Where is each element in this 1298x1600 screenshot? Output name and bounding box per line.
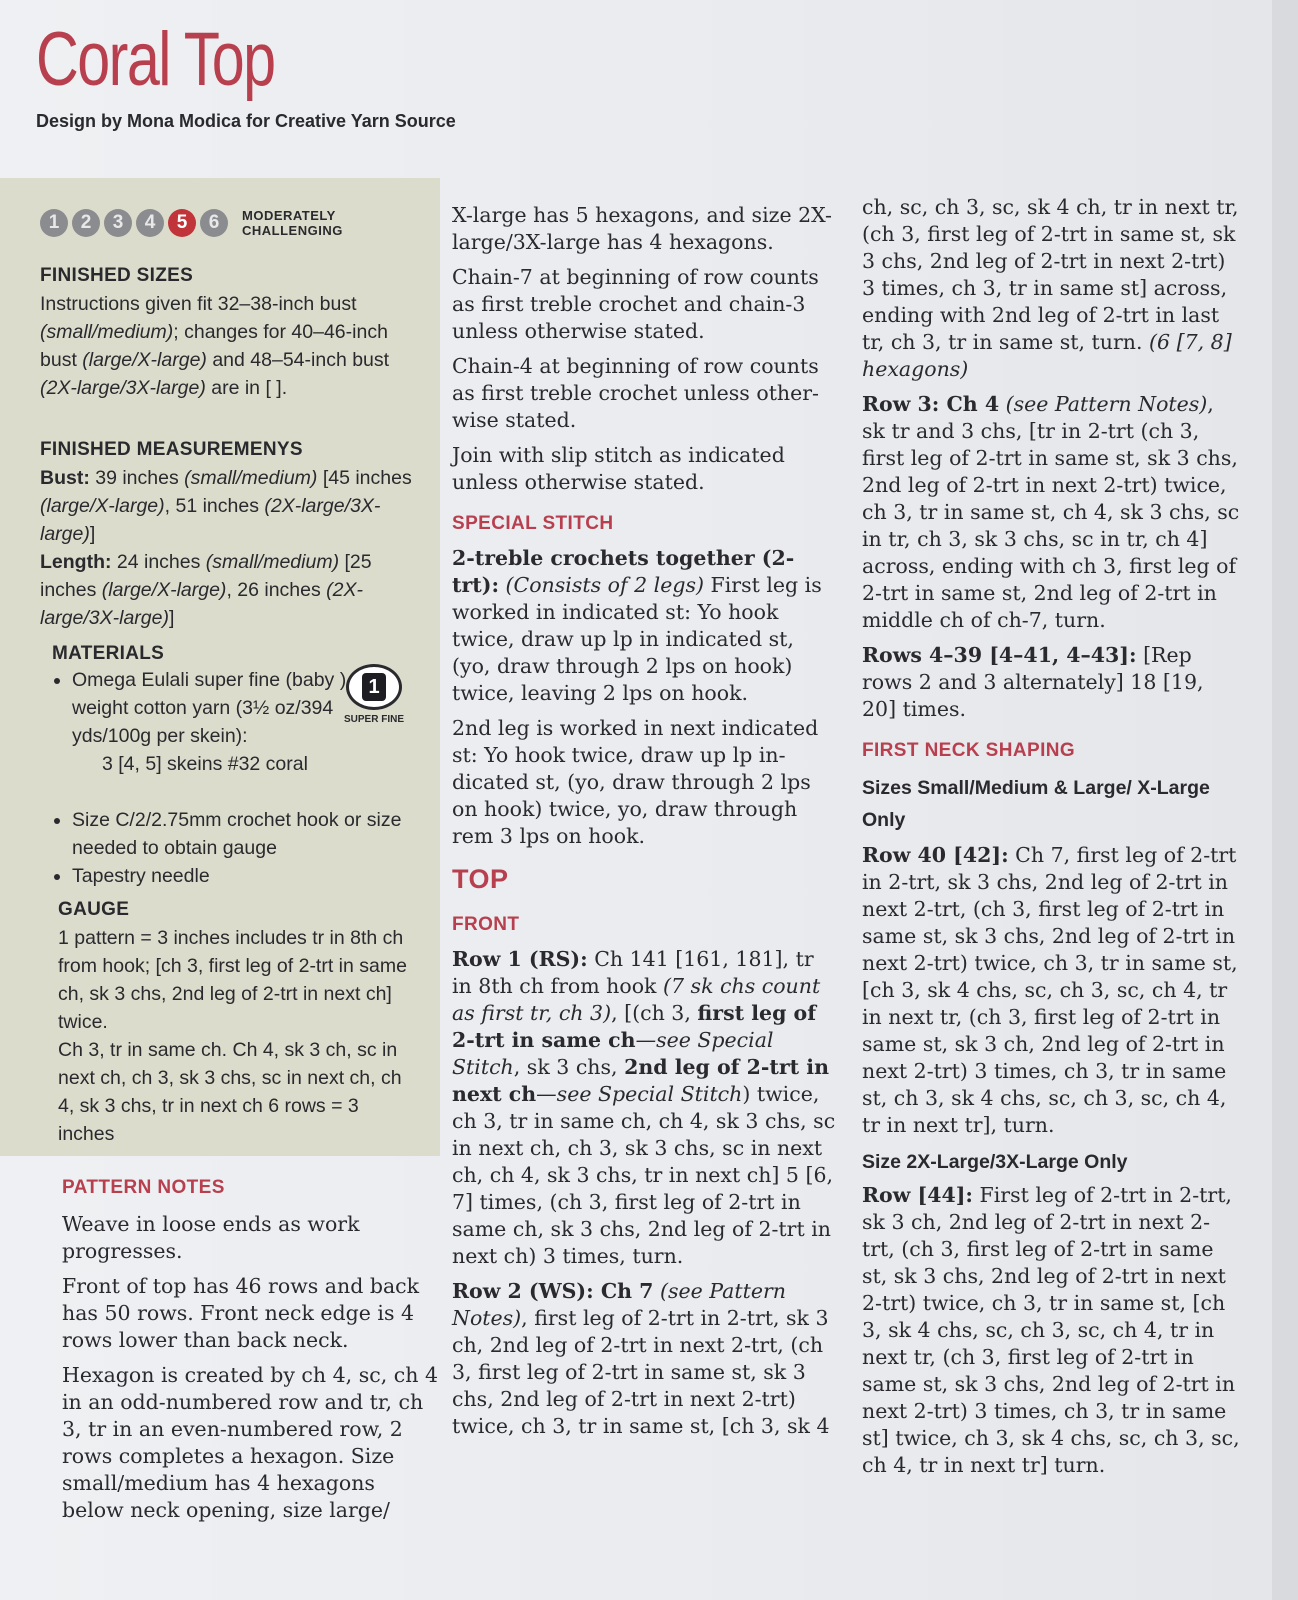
pattern-note-1: Weave in loose ends as work progresses. (62, 1212, 360, 1263)
bust-measurement: Bust: 39 inches (small/medium) [45 inches (large/X-large), 51 inches (2X-large/3X-large)] (40, 467, 412, 545)
front-heading: FRONT (452, 914, 520, 935)
skill-level-label: MODERATELY CHALLENGING (242, 208, 343, 238)
length-measurement: Length: 24 inches (small/medium) [25 inches (large/X-large), 26 inches (2X-large/3X-large)] (40, 551, 372, 629)
skill-dot-3: 3 (104, 209, 132, 237)
row-40-instructions: Row 40 [42]: Ch 7, first leg of 2-trt in 2-trt, sk 3 chs, 2nd leg of 2-trt in next 2-trt, (ch 3, first leg of 2-trt in same st, sk 3 chs, 2nd leg of 2-trt in next 2-trt) twice, ch 3, tr in same st, [ch 3, sk 4 chs, sc, ch 3, sc, ch 4, tr in next tr, (ch 3, first leg of 2-trt in same st, sk 3 ch, 2nd leg of 2-trt in next 2-trt) 3 times, ch 3, tr in same st, ch 3, sk 4 chs, sc, ch 3, sc, ch 4, tr in next tr], turn. (862, 843, 1238, 1137)
column-2 (452, 202, 836, 1448)
skill-dot-2: 2 (72, 209, 100, 237)
col2-paragraph-2: Chain-7 at beginning of row counts as first treble crochet and chain-3 unless otherwise stated. (452, 265, 819, 343)
size-2x-subheading: Size 2X-Large/3X-Large Only (862, 1151, 1128, 1173)
skill-dot-6: 6 (200, 209, 228, 237)
gauge-text-1: 1 pattern = 3 inches includes tr in 8th ch from hook; [ch 3, first leg of 2-trt in same ch, sk 3 chs, 2nd leg of 2-trt in next ch] twice. (58, 927, 407, 1033)
materials-list-2 (52, 806, 412, 890)
col2-paragraph-3: Chain-4 at beginning of row counts as first treble crochet unless other-wise stated. (452, 354, 819, 432)
skill-dot-4: 4 (136, 209, 164, 237)
materials-heading: MATERIALS (52, 643, 165, 664)
yarn-ball-icon: 1 (346, 664, 402, 710)
yarn-weight-symbol (342, 664, 406, 725)
sizes-small-large-subheading: Sizes Small/Medium & Large/ X-Large Only (862, 777, 1210, 831)
designer-byline: Design by Mona Modica for Creative Yarn Source (36, 111, 456, 131)
col2-paragraph-4: Join with slip stitch as indicated unless otherwise stated. (452, 443, 785, 494)
pattern-notes-heading: PATTERN NOTES (62, 1177, 225, 1198)
pattern-note-3: Hexagon is created by ch 4, sc, ch 4 in an odd-numbered row and tr, ch 3, tr in an even-numbered row, 2 rows completes a hexagon. Size small/medium has 4 hexagons below neck opening, size large/ (62, 1363, 438, 1522)
next-page-edge (1272, 0, 1298, 1600)
pattern-note-2: Front of top has 46 rows and back has 50 rows. Front neck edge is 4 rows lower than back neck. (62, 1274, 420, 1352)
materials-item-needle: • Tapestry needle (72, 862, 412, 890)
first-neck-shaping-heading: FIRST NECK SHAPING (862, 740, 1076, 761)
finished-measurements-section (40, 436, 420, 632)
pattern-notes-section (62, 1174, 442, 1532)
column-3 (862, 194, 1242, 1487)
row-1-instructions: Row 1 (RS): Ch 141 [161, 181], tr in 8th ch from hook (7 sk chs count as first tr, ch 3), [(ch 3, first leg of 2-trt in same ch—see Special Stitch, sk 3 chs, 2nd leg of 2-trt in next ch—see Special Stitch) twice, ch 3, tr in same ch, ch 4, sk 3 chs, sc in next ch, ch 3, sk 3 chs, sc in next ch, ch 4, sk 3 chs, tr in next ch] 5 [6, 7] times, (ch 3, first leg of 2-trt in same ch, sk 3 chs, 2nd leg of 2-trt in next ch) 3 times, turn. (452, 947, 836, 1268)
row-2-continued: ch, sc, ch 3, sc, sk 4 ch, tr in next tr, (ch 3, first leg of 2-trt in same st, sk 3 chs, 2nd leg of 2-trt in next 2-trt) 3 times, ch 3, tr in same st] across, ending with 2nd leg of 2-trt in last tr, ch 3, tr in same st, turn. (6 [7, 8] hexagons) (862, 195, 1239, 381)
special-stitch-definition: 2-treble crochets together (2-trt): (Consists of 2 legs) First leg is worked in indicated st: Yo hook twice, draw up lp in indicated st, (yo, draw through 2 lps on hook) twice, leaving 2 lps on hook. (452, 546, 822, 705)
finished-sizes-text: Instructions given fit 32–38-inch bust (small/medium); changes for 40–46-inch bust (large/X-large) and 48–54-inch bust (2X-large/3X-large) are in [ ]. (40, 293, 390, 399)
skill-dot-5-active: 5 (168, 209, 196, 237)
row-3-instructions: Row 3: Ch 4 (see Pattern Notes), sk tr and 3 chs, [tr in 2-trt (ch 3, first leg of 2-trt in same st, sk 3 chs, 2nd leg of 2-trt in next 2-trt) twice, ch 3, tr in same st, ch 4, sk 3 chs, sc in tr, ch 3, sk 3 chs, sc in tr, ch 4] across, ending with ch 3, first leg of 2-trt in same st, 2nd leg of 2-trt in middle ch of ch-7, turn. (862, 392, 1240, 632)
materials-item-yarn: • Omega Eulali super fine (baby ) weight cotton yarn (3½ oz/394 yds/100g per skein): 3 [4, 5] skeins #32 coral (72, 666, 352, 778)
skill-dot-1: 1 (40, 209, 68, 237)
gauge-text-2: Ch 3, tr in same ch. Ch 4, sk 3 ch, sc in next ch, ch 3, sk 3 chs, sc in next ch, ch 4, sk 3 chs, tr in next ch 6 rows = 3 inches (58, 1039, 402, 1145)
skill-level-scale (40, 208, 343, 238)
finished-sizes-section (40, 262, 420, 402)
finished-sizes-heading: FINISHED SIZES (40, 265, 194, 286)
top-heading: TOP (452, 864, 509, 894)
materials-item-hook: • Size C/2/2.75mm crochet hook or size needed to obtain gauge (72, 806, 412, 862)
col2-paragraph-1: X-large has 5 hexagons, and size 2X-large/3X-large has 4 hexagons. (452, 203, 832, 254)
special-stitch-second-leg: 2nd leg is worked in next indicated st: Yo hook twice, draw up lp in-dicated st, (yo, draw through 2 lps on hook) twice, yo, draw through rem 3 lps on hook. (452, 716, 819, 848)
row-44-instructions: Row [44]: First leg of 2-trt in 2-trt, sk 3 ch, 2nd leg of 2-trt in next 2-trt, (ch 3, first leg of 2-trt in same st, sk 3 chs, 2nd leg of 2-trt in next 2-trt) twice, ch 3, tr in same st, [ch 3, sk 4 chs, sc, ch 3, sc, ch 4, tr in next tr, (ch 3, first leg of 2-trt in same st, sk 3 chs, 2nd leg of 2-trt in next 2-trt) 3 times, ch 3, tr in same st] twice, ch 3, sk 4 chs, sc, ch 3, sc, ch 4, tr in next tr] turn. (862, 1183, 1240, 1477)
gauge-heading: GAUGE (58, 899, 130, 920)
row-2-instructions: Row 2 (WS): Ch 7 (see Pattern Notes), first leg of 2-trt in 2-trt, sk 3 ch, 2nd leg of 2-trt in next 2-trt, (ch 3, first leg of 2-trt in same st, sk 3 chs, 2nd leg of 2-trt in next 2-trt) twice, ch 3, tr in same st, [ch 3, sk 4 (452, 1279, 830, 1438)
materials-list (52, 666, 352, 778)
yarn-weight-label: SUPER FINE (343, 714, 404, 725)
gauge-section (58, 896, 408, 1148)
finished-measurements-heading: FINISHED MEASUREMENYS (40, 439, 303, 460)
page-title: Coral Top (36, 17, 275, 102)
special-stitch-heading: SPECIAL STITCH (452, 513, 614, 534)
rows-4-39-instructions: Rows 4–39 [4–41, 4–43]: [Rep rows 2 and 3 alternately] 18 [19, 20] times. (862, 643, 1204, 721)
